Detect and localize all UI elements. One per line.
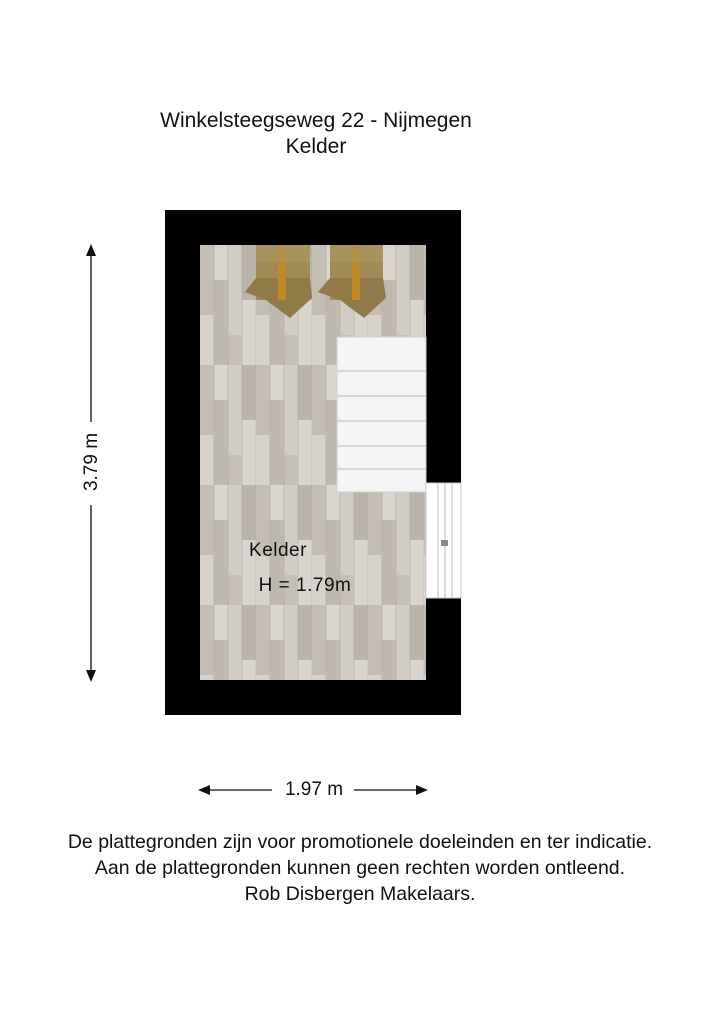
disclaimer-company: Rob Disbergen Makelaars. bbox=[244, 883, 476, 905]
room-label: Kelder bbox=[249, 540, 307, 561]
dimension-depth-label: 3.79 m bbox=[81, 422, 103, 502]
window-icon bbox=[426, 483, 461, 598]
plan-title-address: Winkelsteegseweg 22 - Nijmegen bbox=[160, 109, 472, 132]
room-height-label: H = 1.79m bbox=[258, 575, 352, 596]
stairs-icon bbox=[337, 337, 426, 492]
disclaimer-line: Aan de plattegronden kunnen geen rechten worden ontleend. bbox=[94, 857, 626, 879]
plan-title-floor: Kelder bbox=[285, 135, 347, 158]
disclaimer-line: De plattegronden zijn voor promotionele doeleinden en ter indicatie. bbox=[67, 831, 653, 853]
dimension-width-label: 1.97 m bbox=[274, 779, 354, 801]
